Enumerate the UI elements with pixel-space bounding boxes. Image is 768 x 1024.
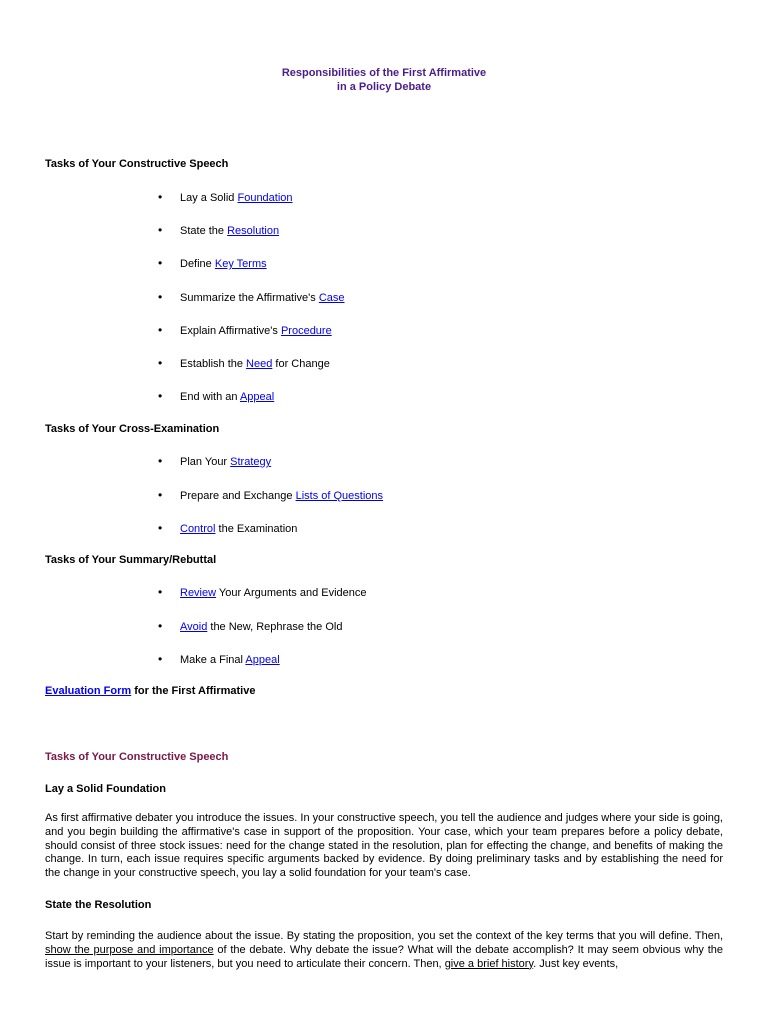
list-item: [158, 190, 293, 205]
paragraph-text: of the debate. Why debate the issue? What will the debate accomplish? It may seem obvious why the issue is important to your listeners, but you need to articulate their concern. Then,: [45, 943, 723, 970]
case-link[interactable]: Case: [318, 292, 345, 304]
list-item: [158, 585, 367, 600]
strategy-link[interactable]: Strategy: [230, 456, 272, 468]
bullet-icon: •: [158, 652, 163, 666]
list-item: [158, 619, 342, 634]
item-text-suffix: the Examination: [215, 523, 298, 535]
bullet-icon: •: [158, 488, 163, 502]
procedure-link[interactable]: Procedure: [280, 325, 332, 337]
appeal-link[interactable]: Appeal: [239, 391, 275, 403]
summary-rebuttal-heading: Tasks of Your Summary/Rebuttal: [45, 554, 217, 566]
purpose-importance-underlined: show the purpose and importance: [45, 943, 214, 956]
item-text: Prepare and Exchange: [180, 490, 296, 502]
bullet-icon: •: [158, 454, 163, 468]
bullet-icon: •: [158, 585, 163, 599]
foundation-heading: Lay a Solid Foundation: [45, 783, 166, 795]
item-text-suffix: the New, Rephrase the Old: [207, 621, 343, 633]
list-item: [158, 323, 332, 338]
item-text: Plan Your: [180, 456, 231, 468]
final-appeal-link[interactable]: Appeal: [245, 654, 280, 666]
document-title-line-2: in a Policy Debate: [336, 81, 432, 93]
item-text-suffix: for Change: [272, 358, 330, 370]
item-text: Make a Final: [180, 654, 246, 666]
lists-of-questions-link[interactable]: Lists of Questions: [295, 490, 384, 502]
review-link[interactable]: Review: [180, 587, 217, 599]
evaluation-line: [45, 684, 255, 698]
bullet-icon: •: [158, 190, 163, 204]
item-text-suffix: Your Arguments and Evidence: [216, 587, 367, 599]
evaluation-text: for the First Affirmative: [131, 685, 256, 697]
list-item: [158, 652, 280, 667]
item-text: Explain Affirmative's: [180, 325, 281, 337]
paragraph-text: Start by reminding the audience about the issue. By stating the proposition, you set the context of the key terms that you will define. Then,: [45, 930, 723, 942]
item-text: Define: [180, 258, 215, 270]
paragraph-text: . Just key events,: [533, 957, 619, 970]
document-title-line-1: Responsibilities of the First Affirmative: [281, 67, 487, 79]
bullet-icon: •: [158, 323, 163, 337]
resolution-paragraph: [45, 930, 723, 971]
resolution-heading: State the Resolution: [45, 899, 152, 911]
list-item: [158, 356, 330, 371]
list-item: [158, 389, 274, 404]
foundation-paragraph: As first affirmative debater you introduce the issues. In your constructive speech, you tell the audience and judges where your side is going, and you begin building the affirmative's case in support of the proposition. Your case, which your team prepares before a policy debate, should consist of three stock issues: need for the change stated in the resolution, plan for effecting the change, and benefits of making the change. In turn, each issue requires specific arguments backed by evidence. By doing preliminary tasks and by establishing the need for the change in your constructive speech, you lay a solid foundation for your team's case.: [45, 812, 723, 880]
list-item: [158, 488, 383, 503]
bullet-icon: •: [158, 521, 163, 535]
constructive-heading: Tasks of Your Constructive Speech: [45, 158, 229, 170]
bullet-icon: •: [158, 290, 163, 304]
item-text: Summarize the Affirmative's: [180, 292, 319, 304]
item-text: Lay a Solid: [180, 192, 238, 204]
detail-section-heading: Tasks of Your Constructive Speech: [45, 751, 229, 763]
key-terms-link[interactable]: Key Terms: [214, 258, 267, 270]
bullet-icon: •: [158, 389, 163, 403]
list-item: [158, 290, 345, 305]
bullet-icon: •: [158, 619, 163, 633]
foundation-link[interactable]: Foundation: [237, 192, 293, 204]
list-item: [158, 223, 279, 238]
bullet-icon: •: [158, 256, 163, 270]
list-item: [158, 521, 297, 536]
control-link[interactable]: Control: [180, 523, 216, 535]
list-item: [158, 256, 267, 271]
need-link[interactable]: Need: [246, 358, 273, 370]
bullet-icon: •: [158, 356, 163, 370]
resolution-link[interactable]: Resolution: [227, 225, 280, 237]
avoid-link[interactable]: Avoid: [180, 621, 208, 633]
item-text: Establish the: [180, 358, 247, 370]
brief-history-underlined: give a brief history: [444, 957, 534, 970]
evaluation-form-link[interactable]: Evaluation Form: [45, 685, 132, 697]
item-text: End with an: [180, 391, 240, 403]
list-item: [158, 454, 271, 469]
item-text: State the: [180, 225, 228, 237]
cross-examination-heading: Tasks of Your Cross-Examination: [45, 423, 220, 435]
bullet-icon: •: [158, 223, 163, 237]
